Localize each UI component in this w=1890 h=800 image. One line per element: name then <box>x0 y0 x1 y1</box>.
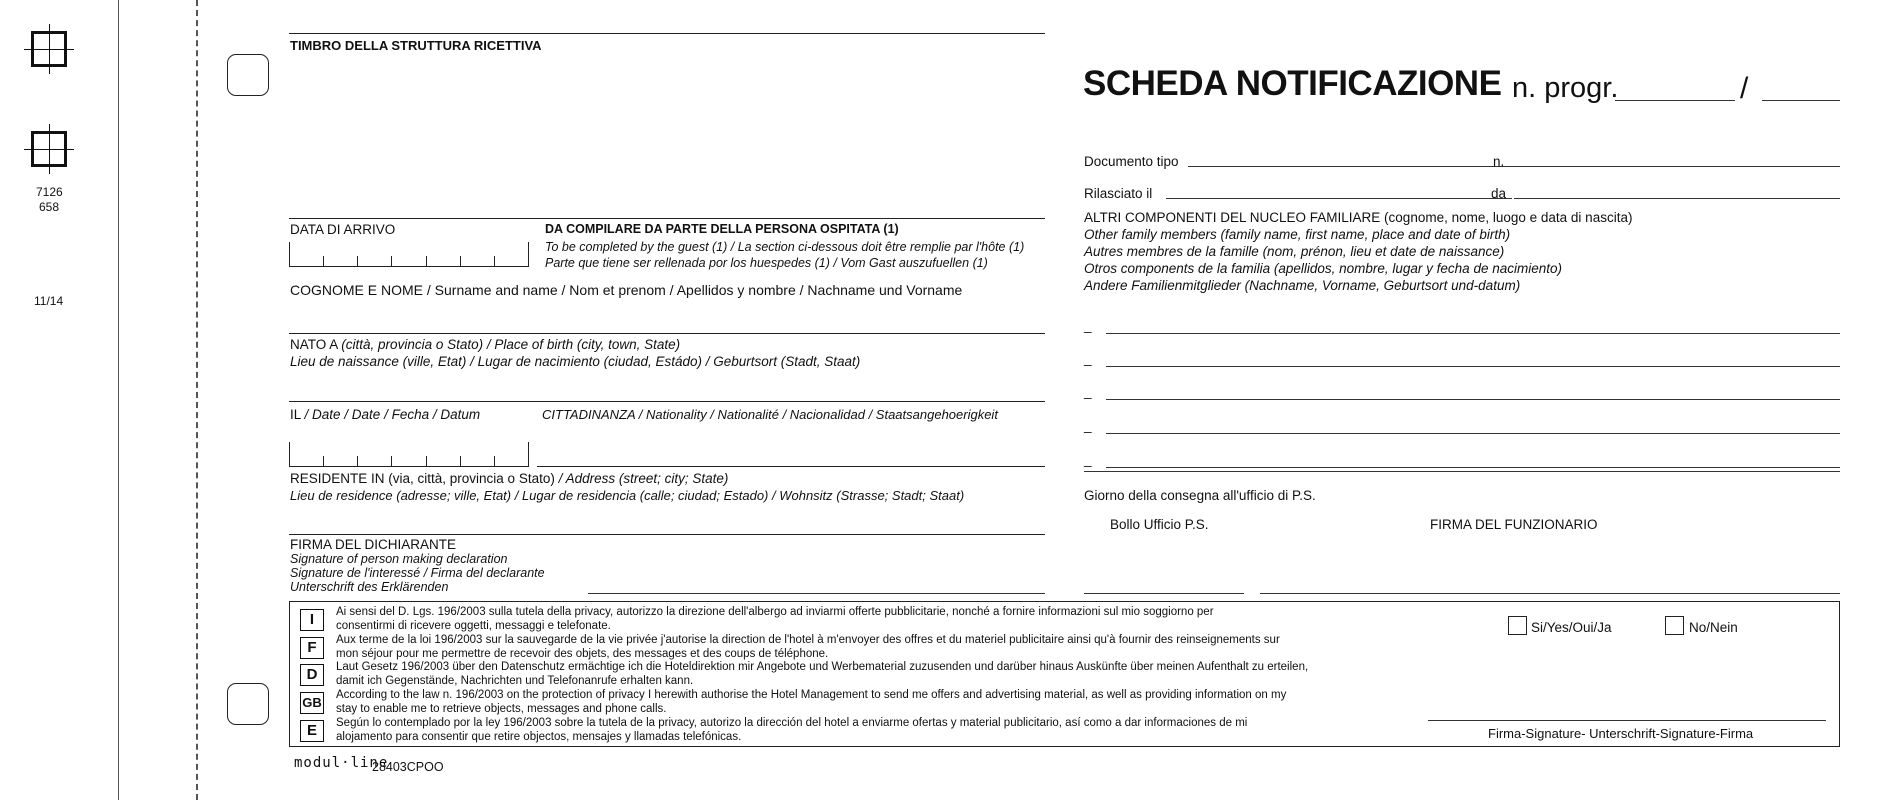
privacy-it-1: Ai sensi del D. Lgs. 196/2003 sulla tutela della privacy, autorizzo la direzione dell'albergo ad inviarmi offerte pubblicitarie, nonché a fornire informazioni sul mio soggiorno per <box>336 606 1214 618</box>
document-type-field[interactable] <box>1188 166 1512 167</box>
punch-hole-bottom <box>227 683 269 725</box>
family-heading: ALTRI COMPONENTI DEL NUCLEO FAMILIARE (cognome, nome, luogo e data di nascita) <box>1084 210 1633 225</box>
perforation-line <box>196 0 198 800</box>
privacy-fr-2: mon séjour pour me permettre de recevoir des objets, des messages et des coups de téléphone. <box>336 648 829 660</box>
document-number-field[interactable] <box>1508 166 1840 167</box>
date-label: IL / Date / Date / Fecha / Datum <box>290 407 481 422</box>
family-dash-3: _ <box>1084 384 1092 399</box>
document-type-label: Documento tipo <box>1084 154 1179 169</box>
signature-label: FIRMA DEL DICHIARANTE <box>290 537 457 552</box>
stamp-top-rule <box>289 33 1045 34</box>
privacy-es-2: alojamento para consentir que retire objectos, mensajes y llamadas telefónicas. <box>336 731 742 743</box>
lang-gb-icon: GB <box>300 692 324 714</box>
family-dash-4: _ <box>1084 418 1092 433</box>
police-stamp-line[interactable] <box>1084 593 1244 594</box>
registration-mark-top <box>31 31 67 67</box>
document-number-label: n. <box>1493 154 1505 169</box>
birth-label-line2: Lieu de naissance (ville, Etat) / Lugar de nacimiento (ciudad, Estádo) / Geburtsort (Stadt, Staat) <box>290 354 861 369</box>
stub-date-code: 11/14 <box>34 294 64 308</box>
progr-number-line[interactable] <box>1615 100 1735 101</box>
signature-line-3: Signature de l'interessé / Firma del declarante <box>290 566 545 580</box>
form-title: SCHEDA NOTIFICAZIONE <box>1083 64 1502 103</box>
arrival-date-label: DATA DI ARRIVO <box>290 222 396 237</box>
stub-divider <box>118 0 119 800</box>
privacy-gb-2: stay to enable me to retrieve objects, messages and phone calls. <box>336 703 667 715</box>
name-field-line[interactable] <box>289 333 1045 334</box>
family-bottom-rule <box>1084 471 1840 472</box>
official-signature-line[interactable] <box>1260 593 1840 594</box>
brand-logo: modul·line <box>294 755 389 771</box>
residence-field-line[interactable] <box>289 534 1045 535</box>
lang-fr-icon: F <box>300 637 324 659</box>
stub-code-bottom: 658 <box>39 200 60 214</box>
citizenship-label: CITTADINANZA / Nationality / Nationalité / Nacionalidad / Staatsangehoerigkeit <box>542 407 998 422</box>
guest-signature-label: Firma-Signature- Unterschrift-Signature-Firma <box>1488 726 1754 741</box>
delivery-day-label: Giorno della consegna all'ufficio di P.S. <box>1084 488 1316 503</box>
progr-label: n. progr. <box>1512 72 1619 104</box>
arrival-top-rule <box>289 218 1045 219</box>
progr-separator: / <box>1740 72 1749 105</box>
family-member-line-1[interactable] <box>1106 333 1840 334</box>
issued-on-field[interactable] <box>1166 198 1512 199</box>
citizenship-field-line[interactable] <box>537 466 1045 467</box>
signature-field-line[interactable] <box>588 593 1045 594</box>
signature-line-2: Signature of person making declaration <box>290 552 508 566</box>
family-member-line-2[interactable] <box>1106 366 1840 367</box>
progr-year-line[interactable] <box>1762 100 1840 101</box>
form-code: 28403CPOO <box>372 760 444 774</box>
consent-no-label: No/Nein <box>1689 620 1738 635</box>
issued-by-label: da <box>1491 186 1507 201</box>
registration-mark-bottom <box>31 131 67 167</box>
police-stamp-label: Bollo Ufficio P.S. <box>1110 517 1209 532</box>
compile-line-3: Parte que tiene ser rellenada por los huespedes (1) / Vom Gast auszufuellen (1) <box>545 256 988 270</box>
guest-signature-line[interactable] <box>1428 720 1826 721</box>
privacy-es-1: Según lo contemplado por la ley 196/2003 sobre la tutela de la privacy, autorizo la dirección del hotel a enviarme ofertas y material publicitario, así como a dar informaciones de mi <box>336 717 1248 729</box>
name-label: COGNOME E NOME / Surname and name / Nom et prenom / Apellidos y nombre / Nachname und Vorname <box>290 282 963 298</box>
family-dash-1: _ <box>1084 318 1092 333</box>
stamp-label: TIMBRO DELLA STRUTTURA RICETTIVA <box>290 38 542 53</box>
residence-label-line1: RESIDENTE IN (via, città, provincia o Stato) / Address (street; city; State) <box>290 471 729 486</box>
official-signature-label: FIRMA DEL FUNZIONARIO <box>1430 517 1598 532</box>
signature-line-4: Unterschrift des Erklärenden <box>290 580 449 594</box>
family-dash-2: _ <box>1084 351 1092 366</box>
family-line-de: Andere Familienmitglieder (Nachname, Vorname, Geburtsort und-datum) <box>1084 278 1521 293</box>
privacy-it-2: consentirmi di ricevere oggetti, messaggi e telefonate. <box>336 620 611 632</box>
stub-code-top: 7126 <box>36 185 63 199</box>
lang-es-icon: E <box>300 720 324 742</box>
compile-heading: DA COMPILARE DA PARTE DELLA PERSONA OSPITATA (1) <box>545 222 899 236</box>
family-member-line-4[interactable] <box>1106 433 1840 434</box>
consent-yes-label: Si/Yes/Oui/Ja <box>1531 620 1612 635</box>
family-member-line-5[interactable] <box>1106 467 1840 468</box>
arrival-date-boxes[interactable] <box>289 242 529 267</box>
family-line-es: Otros components de la familia (apellidos, nombre, lugar y fecha de nacimiento) <box>1084 261 1562 276</box>
privacy-de-1: Laut Gesetz 196/2003 über den Datenschutz ermächtige ich die Hoteldirektion mir Angebote und Werbematerial zuzusenden und darüber hinaus Auskünfte über meinen Aufenthalt zu erteilen, <box>336 661 1309 673</box>
family-dash-5: _ <box>1084 452 1092 467</box>
family-line-fr: Autres membres de la famille (nom, prénon, lieu et date de naissance) <box>1084 244 1505 259</box>
residence-label-line2: Lieu de residence (adresse; ville, Etat) / Lugar de residencia (calle; ciudad; Estado) / Wohnsitz (Strasse; Stadt; Staat) <box>290 488 965 503</box>
consent-yes-checkbox[interactable] <box>1508 616 1527 635</box>
family-member-line-3[interactable] <box>1106 399 1840 400</box>
birth-label-line1: NATO A (città, provincia o Stato) / Place of birth (city, town, State) <box>290 337 681 352</box>
privacy-gb-1: According to the law n. 196/2003 on the protection of privacy I herewith authorise the Hotel Management to send me offers and advertising material, as well as providing information on my <box>336 689 1287 701</box>
issued-by-field[interactable] <box>1514 198 1840 199</box>
compile-line-2: To be completed by the guest (1) / La section ci-dessous doit être remplie par l'hôte (1) <box>545 240 1025 254</box>
lang-it-icon: I <box>300 609 324 631</box>
birth-field-line[interactable] <box>289 401 1045 402</box>
issued-on-label: Rilasciato il <box>1084 186 1153 201</box>
family-line-en: Other family members (family name, first name, place and date of birth) <box>1084 227 1511 242</box>
birth-date-boxes[interactable] <box>289 442 529 467</box>
lang-de-icon: D <box>300 664 324 686</box>
punch-hole-top <box>227 54 269 96</box>
privacy-de-2: damit ich Gegenstände, Nachrichten und Telefonanrufe erhalten kann. <box>336 675 694 687</box>
consent-no-checkbox[interactable] <box>1665 616 1684 635</box>
privacy-fr-1: Aux terme de la loi 196/2003 sur la sauvegarde de la vie privée j'autorise la direction de l'hotel à m'envoyer des offres et du materiel publicitaire ainsi qu'à fournir des reinseignements sur <box>336 634 1280 646</box>
